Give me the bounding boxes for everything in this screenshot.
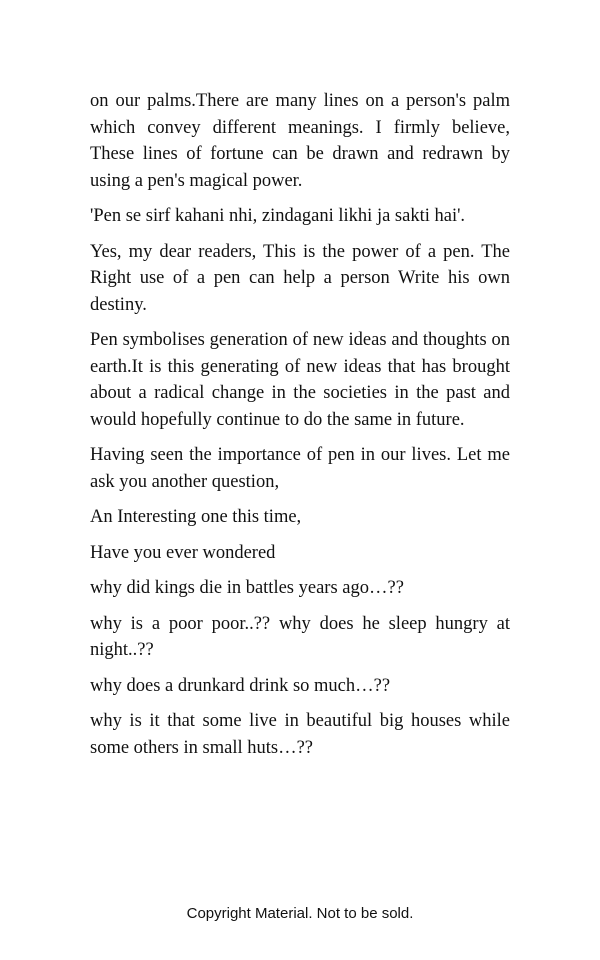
- page-body: [90, 88, 510, 770]
- paragraph-interesting: An Interesting one this time,: [90, 507, 302, 527]
- paragraph-quote: 'Pen se sirf kahani nhi, zindagani likhi ja sakti hai'.: [90, 206, 466, 226]
- paragraph-wondered: Have you ever wondered: [90, 542, 276, 563]
- paragraph-power-of-pen: Yes, my dear readers, This is the power of a pen. The Right use of a pen can help a person Write his own destiny.: [90, 241, 510, 315]
- paragraph-houses: why is it that some live in beautiful big houses while some others in small huts…??: [90, 711, 510, 758]
- paragraph-importance: Having seen the importance of pen in our lives. Let me ask you another question,: [90, 445, 510, 492]
- copyright-footer: Copyright Material. Not to be sold.: [186, 905, 414, 922]
- paragraph-poor: why is a poor poor..?? why does he sleep hungry at night..??: [90, 613, 510, 660]
- paragraph-new-ideas: Pen symbolises generation of new ideas and thoughts on earth.It is this generating of new ideas that has brought about a radical change in the societies in the past and would hopefully continue to do the same in future.: [90, 330, 510, 430]
- paragraph-kings: why did kings die in battles years ago…??: [90, 578, 404, 598]
- paragraph-drunkard: why does a drunkard drink so much…??: [90, 675, 391, 696]
- paragraph-palms: on our palms.There are many lines on a person's palm which convey different meanings. I firmly believe, These lines of fortune can be drawn and redrawn by using a pen's magical power.: [90, 91, 510, 191]
